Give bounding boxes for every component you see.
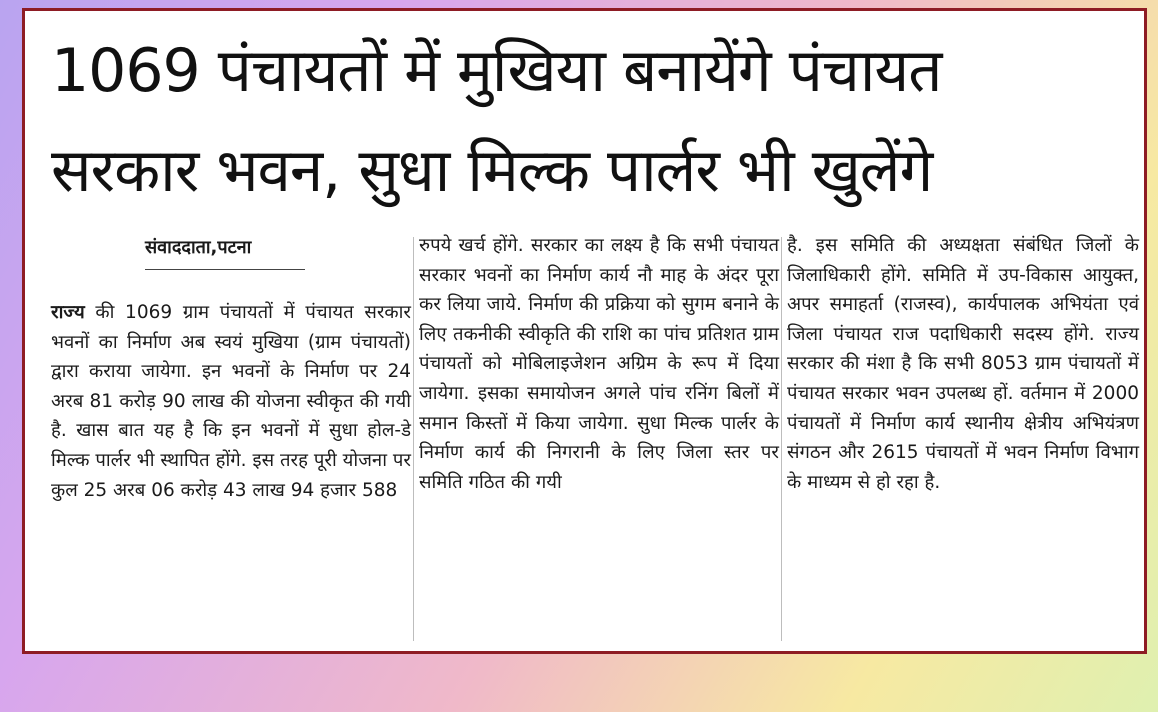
article-column-1-text: की 1069 ग्राम पंचायतों में पंचायत सरकार भवनों का निर्माण अब स्वयं मुखिया (ग्राम पंचायतों) द्वारा कराया जायेगा. इन भवनों के निर्माण पर 24 अरब 81 करोड़ 90 लाख की योजना स्वीकृत की गयी है. खास बात यह है कि इन भवनों में सुधा होल-डे मिल्क पार्लर भी स्थापित होंगे. इस तरह पूरी योजना पर कुल 25 अरब 06 करोड़ 43 लाख 94 हजार 588	[51, 302, 411, 501]
byline: संवाददाता,पटना	[145, 237, 252, 258]
headline-line-2: सरकार भवन, सुधा मिल्क पार्लर भी खुलेंगे	[51, 136, 933, 206]
newspaper-clipping	[22, 8, 1147, 654]
byline-underline	[145, 269, 305, 270]
article-column-3: है. इस समिति की अध्यक्षता संबंधित जिलों के जिलाधिकारी होंगे. समिति में उप-विकास आयुक्त, अपर समाहर्ता (राजस्व), कार्यपालक अभियंता एवं जिला पंचायत राज पदाधिकारी सदस्य होंगे. राज्य सरकार की मंशा है कि सभी 8053 ग्राम पंचायतों में पंचायत सरकार भवन उपलब्ध हों. वर्तमान में 2000 पंचायतों में निर्माण कार्य स्थानीय क्षेत्रीय अभियंत्रण संगठन और 2615 पंचायतों में भवन निर्माण विभाग के माध्यम से हो रहा है.	[787, 235, 1139, 493]
headline	[51, 21, 1131, 221]
article-lead-word: राज्य	[51, 302, 85, 323]
article-column-2: रुपये खर्च होंगे. सरकार का लक्ष्य है कि सभी पंचायत सरकार भवनों का निर्माण कार्य नौ माह के अंदर पूरा कर लिया जाये. निर्माण की प्रक्रिया को सुगम बनाने के लिए तकनीकी स्वीकृति की राशि का पांच प्रतिशत ग्राम पंचायतों को मोबिलाइजेशन अग्रिम के रूप में दिया जायेगा. इसका समायोजन अगले पांच रनिंग बिलों में समान किस्तों में किया जायेगा. सुधा मिल्क पार्लर के निर्माण कार्य की निगरानी के लिए जिला स्तर पर समिति गठित की गयी	[419, 235, 779, 493]
headline-line-1: 1069 पंचायतों में मुखिया बनायेंगे पंचायत	[51, 36, 942, 106]
article-column-1	[51, 298, 411, 505]
column-divider	[413, 237, 414, 641]
column-divider	[781, 237, 782, 641]
